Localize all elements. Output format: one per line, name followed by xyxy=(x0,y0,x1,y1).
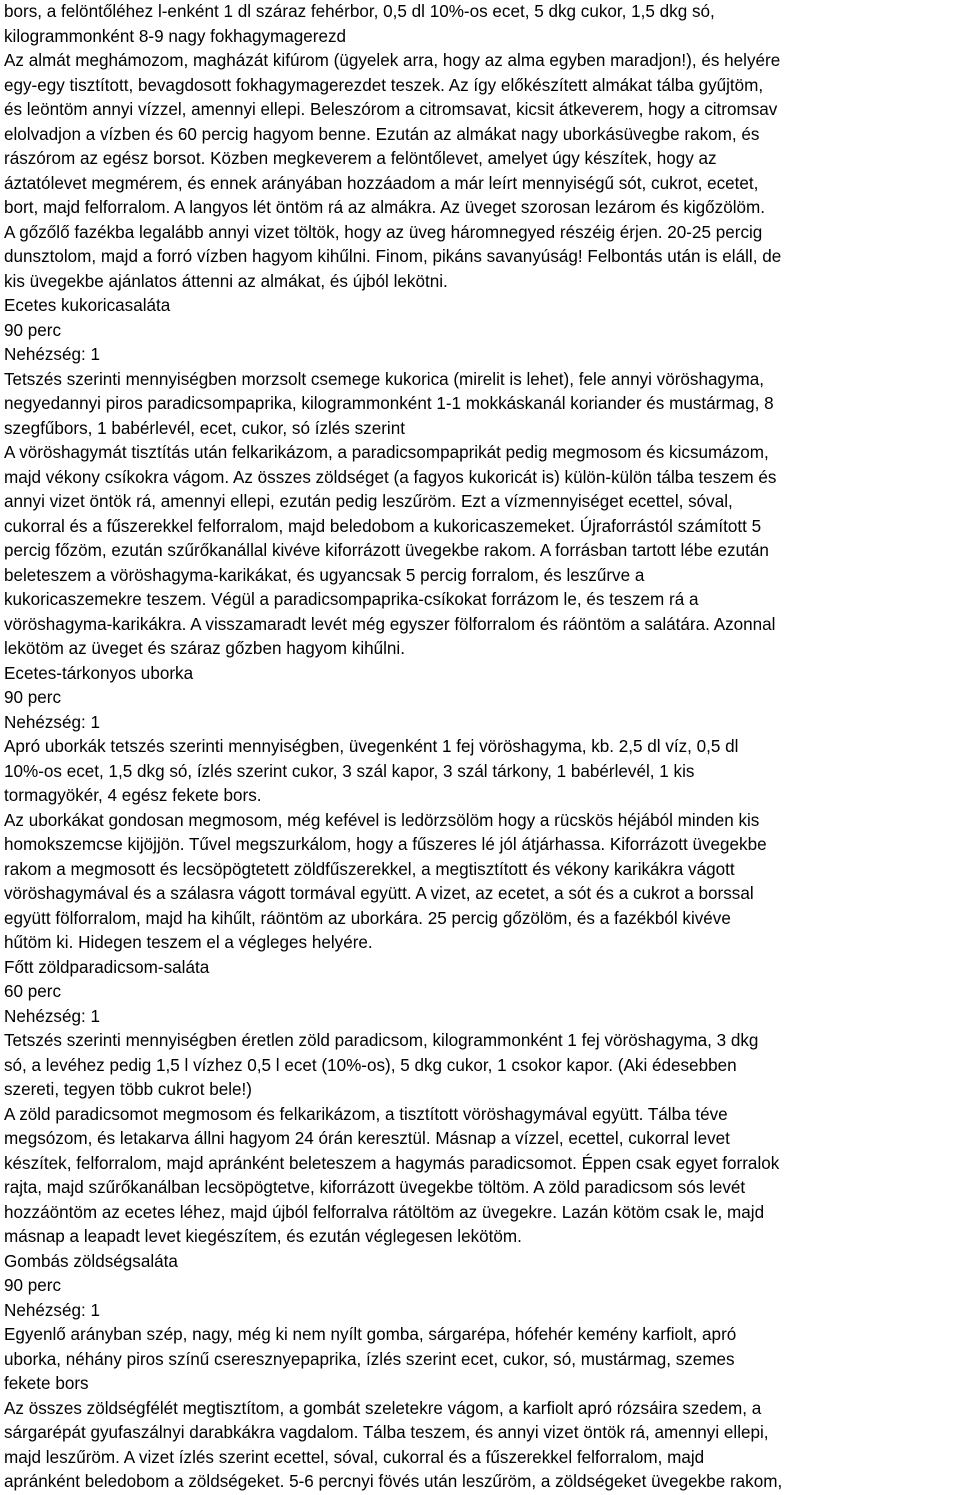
text-line: Az uborkákat gondosan megmosom, még kefével is ledörzsölöm hogy a rücskös héjából minden kis xyxy=(4,810,760,830)
text-line: elolvadjon a vízben és 60 percig hagyom benne. Ezután az almákat nagy uborkásüvegbe rakom, és xyxy=(4,124,760,144)
text-line: megsózom, és letakarva állni hagyom 24 órán keresztül. Másnap a vízzel, ecettel, cukorral levet xyxy=(4,1129,730,1148)
text-line: kukoricaszemekre teszem. Végül a paradicsompaprika-csíkokat forrázom le, és teszem rá a xyxy=(4,590,699,609)
text-line: vöröshagyma-karikákra. A visszamaradt levét még egyszer fölforralom és ráöntöm a salátára. Azonnal xyxy=(4,614,776,634)
text-line: és leöntöm annyi vízzel, amennyi ellepi. Beleszórom a citromsavat, kicsit átkeverem, hogy a citromsav xyxy=(4,100,778,119)
text-line: 10%-os ecet, 1,5 dkg só, ízlés szerint cukor, 3 szál kapor, 3 szál tárkony, 1 babérlevél, 1 kis xyxy=(4,761,695,781)
text-line: A vöröshagymát tisztítás után felkarikázom, a paradicsompaprikát pedig megmosom és kicsumázom, xyxy=(4,443,769,462)
text-line: cukorral és a fűszerekkel felforralom, majd beledobom a kukoricaszemeket. Újraforrástól számított 5 xyxy=(4,516,762,536)
text-line: annyi vizet öntök rá, amennyi ellepi, ezután pedig leszűröm. Ezt a vízmennyiséget ecettel, sóval, xyxy=(4,492,733,511)
text-line: bors, a felöntőléhez l-enként 1 dl száraz fehérbor, 0,5 dl 10%-os ecet, 5 dkg cukor, 1,5 dkg só, xyxy=(4,2,715,21)
text-line: sárgarépát gyufaszálnyi darabkákra vagdalom. Tálba teszem, és annyi vizet öntök rá, amennyi ellepi, xyxy=(4,1423,769,1442)
recipe-title: Ecetes kukoricasaláta xyxy=(4,296,171,315)
recipe-title: Gombás zöldségsaláta xyxy=(4,1251,178,1271)
text-line: negyedannyi piros paradicsompaprika, kilogrammonként 1-1 mokkáskanál koriander és mustármag, 8 xyxy=(4,394,774,413)
text-line: beleteszem a vöröshagyma-karikákat, és ugyancsak 5 percig forralom, és leszűrve a xyxy=(4,565,645,585)
text-line: készítek, felforralom, majd apránként beleteszem a hagymás paradicsomot. Éppen csak egyet forralok xyxy=(4,1153,780,1173)
text-line: másnap a leapadt levet kiegészítem, és ezután véglegesen lekötöm. xyxy=(4,1227,522,1246)
recipe-time: 60 perc xyxy=(4,982,62,1001)
recipe-difficulty: Nehézség: 1 xyxy=(4,345,100,364)
text-line: Tetszés szerinti mennyiségben morzsolt csemege kukorica (mirelit is lehet), fele annyi vöröshagyma, xyxy=(4,369,765,389)
recipe-difficulty: Nehézség: 1 xyxy=(4,712,100,732)
text-line: kis üvegekbe ajánlatos áttenni az almákat, és újból lekötni. xyxy=(4,271,448,291)
text-line: A zöld paradicsomot megmosom és felkarikázom, a tisztított vöröshagymával együtt. Tálba téve xyxy=(4,1104,728,1124)
text-line: Az összes zöldségfélét megtisztítom, a gombát szeletekre vágom, a karfiolt apró rózsáira szedem, a xyxy=(4,1398,762,1418)
text-line: majd leszűröm. A vizet ízlés szerint ecettel, sóval, cukorral és a fűszerekkel felforralom, majd xyxy=(4,1447,705,1467)
recipe-time: 90 perc xyxy=(4,688,62,707)
text-line: együtt fölforralom, majd ha kihűlt, ráöntöm az uborkára. 25 percig gőzölöm, és a fazékból kivéve xyxy=(4,908,731,928)
text-line: Egyenlő arányban szép, nagy, még ki nem nyílt gomba, sárgarépa, hófehér kemény karfiolt, apró xyxy=(4,1325,737,1344)
text-line: egy-egy tisztított, bevagdosott fokhagymagerezdet teszek. Az így előkészített almákat tálba gyűjtöm, xyxy=(4,75,764,95)
recipe-difficulty: Nehézség: 1 xyxy=(4,1006,100,1026)
text-line: fekete bors xyxy=(4,1374,89,1393)
text-line: szegfűbors, 1 babérlevél, ecet, cukor, só ízlés szerint xyxy=(4,418,405,438)
recipe-time: 90 perc xyxy=(4,320,62,340)
text-line: homokszemcse kijöjjön. Tűvel megszurkálom, hogy a fűszeres lé jól átjárhassa. Kiforrázott üvegekbe xyxy=(4,835,767,854)
text-line: hűtöm ki. Hidegen teszem el a végleges helyére. xyxy=(4,933,373,952)
text-line: bort, majd felforralom. A langyos lét öntöm rá az almákra. Az üveget szorosan lezárom és kigőzölöm. xyxy=(4,198,766,217)
text-line: percig főzöm, ezután szűrőkanállal kivéve kiforrázott üvegekbe rakom. A forrásban tartott lébe ezután xyxy=(4,541,769,560)
text-line: áztatólevet megmérem, és ennek arányában hozzáadom a már leírt mennyiségű sót, cukrot, ecetet, xyxy=(4,173,759,193)
text-line: lekötöm az üveget és száraz gőzben hagyom kihűlni. xyxy=(4,639,405,658)
text-line: hozzáöntöm az ecetes léhez, majd újból felforralva rátöltöm az üvegekre. Lazán kötöm csak le, majd xyxy=(4,1202,765,1222)
text-line: só, a levéhez pedig 1,5 l vízhez 0,5 l ecet (10%-os), 5 dkg cukor, 1 csokor kapor. (Aki édesebben xyxy=(4,1055,737,1075)
text-line: kilogrammonként 8-9 nagy fokhagymagerezd xyxy=(4,26,347,46)
text-line: Az almát meghámozom, magházát kifúrom (ügyelek arra, hogy az alma egyben maradjon!), és helyére xyxy=(4,51,781,70)
text-line: Tetszés szerinti mennyiségben éretlen zöld paradicsom, kilogrammonként 1 fej vöröshagyma, 3 dkg xyxy=(4,1031,759,1050)
text-line: apránként beledobom a zöldségeket. 5-6 percnyi fövés után leszűröm, a zöldségeket üvegekbe rakom, xyxy=(4,1472,783,1491)
text-line: rakom a megmosott és lecsöpögtetett zöldfűszerekkel, a megtisztított és vékony karikákra vágott xyxy=(4,859,735,879)
text-line: vöröshagymával és a szálasra vágott tormával együtt. A vizet, az ecetet, a sót és a cukrot a borssal xyxy=(4,884,754,903)
recipe-title: Főtt zöldparadicsom-saláta xyxy=(4,957,210,977)
text-line: tormagyökér, 4 egész fekete bors. xyxy=(4,786,262,805)
text-line: A gőzőlő fazékba legalább annyi vizet töltök, hogy az üveg háromnegyed részéig érjen. 20-25 percig xyxy=(4,222,763,242)
recipe-difficulty: Nehézség: 1 xyxy=(4,1300,100,1320)
text-line: szereti, tegyen több cukrot bele!) xyxy=(4,1080,252,1099)
text-line: Apró uborkák tetszés szerinti mennyiségben, üvegenként 1 fej vöröshagyma, kb. 2,5 dl víz, 0,5 dl xyxy=(4,737,739,756)
text-line: rászórom az egész borsot. Közben megkeverem a felöntőlevet, amelyet úgy készítek, hogy az xyxy=(4,149,717,168)
recipe-time: 90 perc xyxy=(4,1276,62,1295)
text-line: rajta, majd szűrőkanálban lecsöpögtetve, kiforrázott üvegekbe töltöm. A zöld paradicsom sós levét xyxy=(4,1178,746,1197)
text-line: dunsztolom, majd a forró vízben hagyom kihűlni. Finom, pikáns savanyúság! Felbontás után is eláll, de xyxy=(4,247,782,266)
text-line: majd vékony csíkokra vágom. Az összes zöldséget (a fagyos kukoricát is) külön-külön tálba teszem és xyxy=(4,467,777,487)
recipe-title: Ecetes-tárkonyos uborka xyxy=(4,663,194,683)
text-line: uborka, néhány piros színű cseresznyepaprika, ízlés szerint ecet, cukor, só, mustármag, szemes xyxy=(4,1349,735,1369)
